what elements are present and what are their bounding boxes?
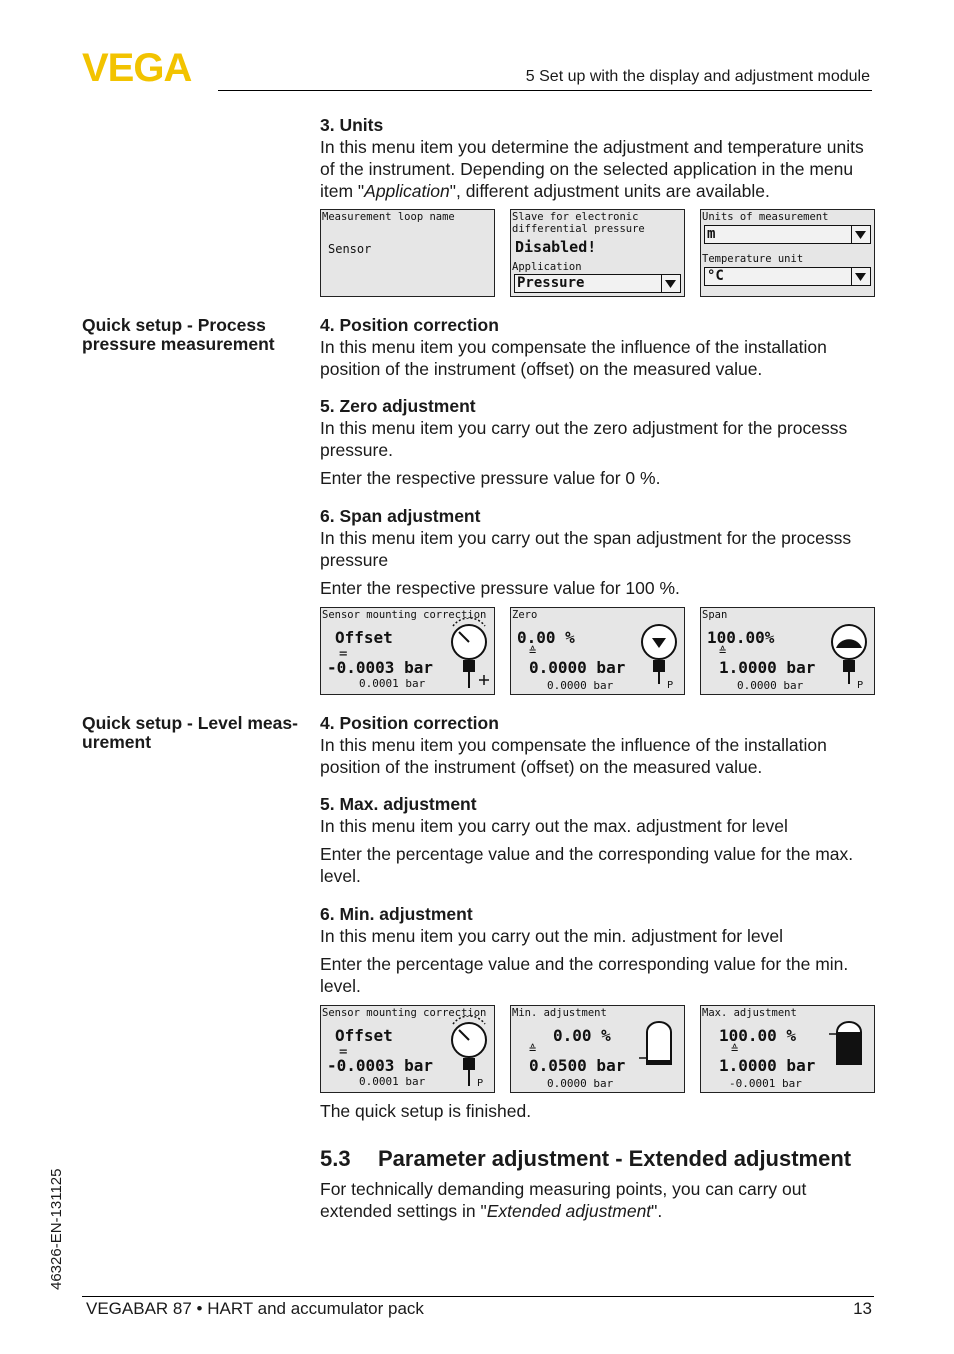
screen-line1: 100.00 % — [719, 1026, 797, 1045]
svg-text:P: P — [667, 680, 674, 690]
span-text2: Enter the respective pressure value for 100 %. — [320, 578, 680, 598]
process-pos-text: In this menu item you compensate the influence of the installation position of the instrument (offset) on the measured value. — [320, 337, 827, 379]
screen-sym: ≙ — [529, 644, 537, 658]
pressure-gauge-zero-icon — [637, 618, 681, 690]
units-section — [320, 114, 880, 202]
screen-line3: 0.0001 bar — [359, 1075, 426, 1088]
span-section — [320, 505, 880, 599]
side-label-process: Quick setup - Process pressure measurement — [82, 315, 275, 354]
screen-sym: ≙ — [719, 644, 727, 658]
pressure-gauge-icon — [447, 1016, 491, 1088]
max-text2: Enter the percentage value and the corresponding value for the max. level. — [320, 844, 854, 886]
screen-title: Sensor mounting correction — [322, 609, 487, 621]
min-section — [320, 903, 880, 997]
screen-title: Max. adjustment — [702, 1007, 797, 1019]
min-text: In this menu item you carry out the min. adjustment for level — [320, 926, 783, 946]
pressure-gauge-icon — [447, 618, 491, 690]
header-rule — [218, 90, 872, 91]
screen-line1: 0.00 % — [553, 1026, 611, 1045]
screen-line2: 0.0000 bar — [529, 658, 626, 677]
screen-label: Application — [512, 261, 582, 273]
screen-units — [700, 209, 875, 297]
temperature-unit-select[interactable] — [704, 267, 871, 286]
chevron-down-icon — [851, 268, 870, 285]
screen-zero — [510, 607, 685, 695]
zero-section — [320, 395, 880, 489]
screen-label: Temperature unit — [702, 253, 804, 265]
screen-level-mounting-correction — [320, 1005, 495, 1093]
screen-sym: ≙ — [731, 1042, 739, 1056]
screen-line3: 0.0000 bar — [547, 1077, 614, 1090]
process-pos-heading: 4. Position correction — [320, 315, 499, 335]
svg-text:P: P — [857, 680, 864, 690]
zero-text: In this menu item you carry out the zero adjustment for the processs pressure. — [320, 418, 848, 460]
side-label-level: Quick setup - Level meas- urement — [82, 713, 298, 752]
screen-title: Zero — [512, 609, 538, 621]
max-section — [320, 793, 880, 887]
screen-slave — [510, 209, 685, 297]
zero-heading: 5. Zero adjustment — [320, 396, 476, 416]
pressure-gauge-span-icon — [827, 618, 871, 690]
section-heading — [320, 1146, 851, 1172]
application-select[interactable] — [514, 274, 681, 293]
screen-title: Units of measurement — [702, 211, 829, 223]
tank-empty-icon — [637, 1018, 681, 1090]
screen-min-adjustment — [510, 1005, 685, 1093]
section-number: 5.3 — [320, 1146, 351, 1171]
screen-line3: 0.0000 bar — [547, 679, 614, 692]
screen-line3: 0.0000 bar — [737, 679, 804, 692]
min-heading: 6. Min. adjustment — [320, 904, 473, 924]
units-heading: 3. Units — [320, 115, 384, 135]
screen-line1: 0.00 % — [517, 628, 575, 647]
screen-mounting-correction — [320, 607, 495, 695]
temperature-unit-value: °C — [707, 268, 724, 284]
finished-text: The quick setup is finished. — [320, 1101, 532, 1121]
screen-line2: 1.0000 bar — [719, 1056, 816, 1075]
chevron-down-icon — [661, 275, 680, 292]
screen-line3: -0.0001 bar — [729, 1077, 802, 1090]
screen-value: Disabled! — [515, 238, 597, 256]
process-section — [320, 314, 880, 380]
max-heading: 5. Max. adjustment — [320, 794, 477, 814]
tank-full-icon — [827, 1018, 871, 1090]
screen-title: Min. adjustment — [512, 1007, 607, 1019]
screen-line3: 0.0001 bar — [359, 677, 426, 690]
svg-text:VEGA: VEGA — [82, 50, 192, 84]
screen-title: Slave for electronic differential pressure — [512, 211, 645, 235]
page-number: 13 — [853, 1299, 872, 1318]
screen-line2: 0.0500 bar — [529, 1056, 626, 1075]
screen-line1: Offset — [335, 1026, 393, 1045]
screen-line2: 1.0000 bar — [719, 658, 816, 677]
footer-rule — [82, 1296, 874, 1297]
zero-text2: Enter the respective pressure value for 0 %. — [320, 468, 661, 488]
span-text: In this menu item you carry out the span adjustment for the processs pressure — [320, 528, 852, 570]
section-title: Parameter adjustment - Extended adjustment — [378, 1146, 852, 1171]
document-number: 46326-EN-131125 — [48, 1168, 65, 1290]
level-pos-text: In this menu item you compensate the influence of the installation position of the instrument (offset) on the measured value. — [320, 735, 827, 777]
screen-loop-name — [320, 209, 495, 297]
screen-title: Sensor mounting correction — [322, 1007, 487, 1019]
span-heading: 6. Span adjustment — [320, 506, 481, 526]
screen-line1: Offset — [335, 628, 393, 647]
min-text2: Enter the percentage value and the corresponding value for the min. level. — [320, 954, 849, 996]
level-pos-heading: 4. Position correction — [320, 713, 499, 733]
unit-select-value: m — [707, 226, 716, 242]
screen-sym: ≙ — [529, 1042, 537, 1056]
screen-line2: -0.0003 bar — [327, 1056, 433, 1075]
unit-select[interactable] — [704, 225, 871, 244]
max-text: In this menu item you carry out the max. adjustment for level — [320, 816, 788, 836]
screen-title: Measurement loop name — [322, 211, 455, 223]
units-text: In this menu item you determine the adjustment and temperature units of the instrument. Depending on the selected application in the menu item "Application", different adjustment units are available. — [320, 137, 864, 201]
extended-text: For technically demanding measuring points, you can carry out extended settings in "Extended adjustment". — [320, 1179, 807, 1221]
screen-value: Sensor — [328, 242, 372, 256]
header-title: 5 Set up with the display and adjustment module — [525, 68, 870, 85]
screen-title: Span — [702, 609, 728, 621]
screen-span — [700, 607, 875, 695]
screen-line2: -0.0003 bar — [327, 658, 433, 677]
screen-max-adjustment — [700, 1005, 875, 1093]
level-section — [320, 712, 880, 778]
screen-line1: 100.00% — [707, 628, 775, 647]
vega-logo — [82, 50, 212, 84]
footer-product: VEGABAR 87 • HART and accumulator pack — [86, 1299, 424, 1318]
chevron-down-icon — [851, 226, 870, 243]
screen-sym: = — [339, 646, 348, 662]
svg-text:P: P — [477, 1078, 484, 1088]
screen-sym: = — [339, 1044, 348, 1060]
application-select-value: Pressure — [517, 275, 585, 291]
